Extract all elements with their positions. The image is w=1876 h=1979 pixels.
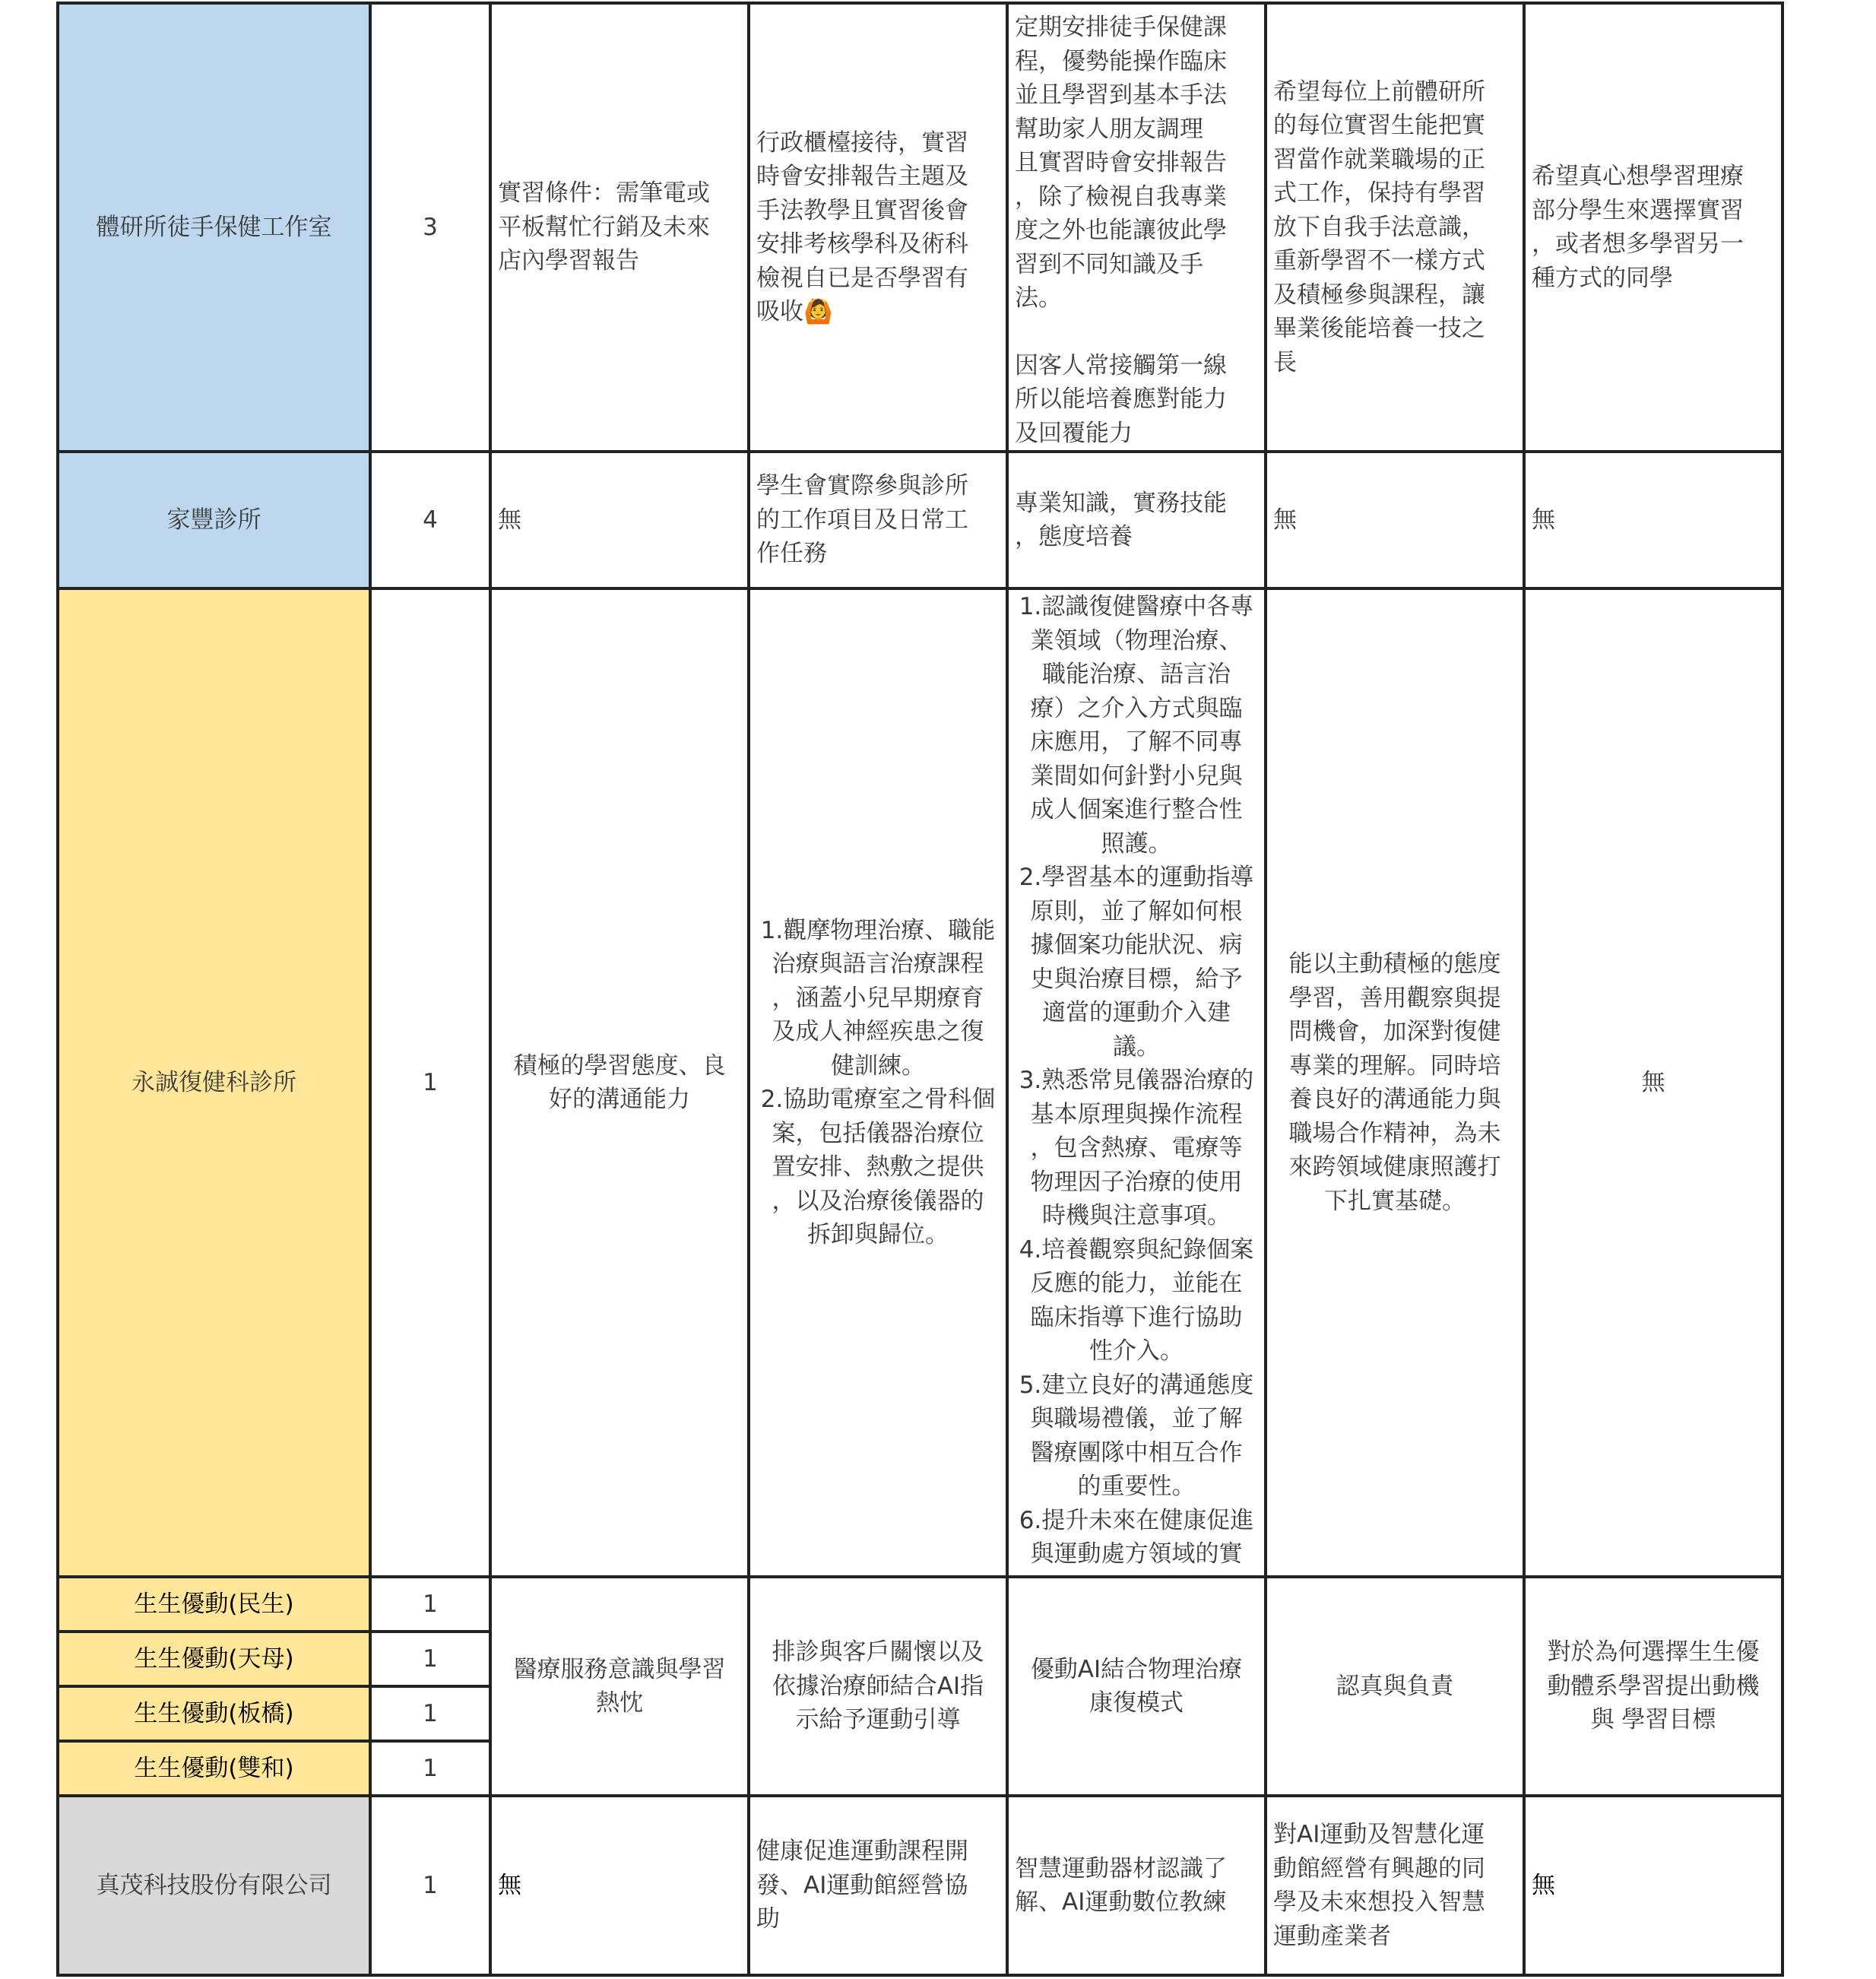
expectations-cell — [1266, 1577, 1524, 1796]
cell-line: 熱忱 — [596, 1689, 643, 1717]
cell-line: 時會安排報告主題及 — [756, 163, 968, 190]
cell-line: 無 — [1532, 506, 1555, 534]
cell-line: 治療與語言治療課程 — [772, 950, 984, 978]
cell-line: 6.提升未來在健康促進 — [1019, 1506, 1254, 1534]
intern-count: 1 — [370, 1796, 490, 1975]
content-cell — [749, 588, 1007, 1577]
cell-line: 法。 — [1015, 284, 1062, 312]
cell-line: 業間如何針對小兒與 — [1030, 762, 1243, 790]
cell-line: 好的溝通能力 — [549, 1086, 690, 1113]
cell-line: 手法教學且實習後會 — [756, 196, 968, 224]
cell-line: 動館經營有興趣的同 — [1273, 1854, 1485, 1882]
cell-line: 積極的學習態度、良 — [513, 1051, 726, 1080]
cell-line: 職能治療、語言治 — [1042, 661, 1231, 688]
cell-line: 來跨領域健康照護打 — [1288, 1153, 1501, 1181]
cell-line: 及回覆能力 — [1015, 419, 1133, 447]
table-row — [58, 1796, 1783, 1975]
notes-cell — [1524, 588, 1783, 1577]
cell-line: 4.培養觀察與紀錄個案 — [1019, 1235, 1254, 1264]
cell-line: 重新學習不一樣方式 — [1273, 247, 1485, 275]
expectations-cell — [1266, 3, 1524, 452]
cell-line: 且實習時會安排報告 — [1015, 149, 1227, 176]
cell-line: 無 — [498, 1871, 521, 1899]
cell-line: 拆卸與歸位。 — [807, 1221, 949, 1248]
cell-line: 及成人神經疾患之復 — [772, 1018, 984, 1045]
cell-line: 及積極參與課程，讓 — [1273, 281, 1485, 309]
intern-count: 1 — [370, 1577, 490, 1632]
intern-count: 1 — [370, 1741, 490, 1796]
cell-line: 無 — [1641, 1068, 1665, 1096]
requirements-cell — [490, 1796, 749, 1975]
content-cell — [749, 1577, 1007, 1796]
cell-line: 的工作項目及日常工 — [756, 506, 968, 534]
org-name: 生生優動(雙和) — [58, 1741, 370, 1796]
cell-line: 放下自我手法意識， — [1273, 213, 1485, 241]
intern-count: 4 — [370, 452, 490, 588]
cell-line: 養良好的溝通能力與 — [1288, 1086, 1501, 1113]
internship-table — [56, 2, 1784, 1977]
gains-cell — [1007, 588, 1266, 1577]
notes-cell — [1524, 3, 1783, 452]
cell-line: 能以主動積極的態度 — [1288, 950, 1501, 978]
cell-line: 幫助家人朋友調理 — [1015, 115, 1203, 143]
cell-line: 健康促進運動課程開 — [756, 1838, 968, 1866]
cell-line: 部分學生來選擇實習 — [1532, 196, 1744, 224]
cell-line: ，態度培養 — [1015, 523, 1133, 550]
cell-line: 作任務 — [756, 540, 827, 568]
cell-line: 發、AI運動館經營協 — [756, 1871, 968, 1899]
cell-line: 適當的運動介入建 — [1042, 999, 1231, 1026]
cell-line: 3.熟悉常見儀器治療的 — [1019, 1067, 1254, 1094]
cell-line: 健訓練。 — [831, 1051, 925, 1080]
table-row — [58, 3, 1783, 452]
cell-line: 的重要性。 — [1077, 1473, 1196, 1500]
cell-line: 長 — [1273, 348, 1297, 376]
cell-line: 種方式的同學 — [1532, 264, 1673, 292]
cell-line: 與運動處方領域的實 — [1030, 1540, 1243, 1568]
cell-line: 職場合作精神，為未 — [1288, 1119, 1501, 1147]
cell-line: 式工作，保持有學習 — [1273, 179, 1485, 208]
cell-line: 學生會實際參與診所 — [756, 472, 968, 500]
cell-line: 物理因子治療的使用 — [1030, 1168, 1243, 1196]
cell-line: 與職場禮儀，並了解 — [1030, 1405, 1243, 1432]
gains-cell — [1007, 1577, 1266, 1796]
cell-line — [1015, 316, 1258, 349]
cell-line: 無 — [1273, 506, 1297, 534]
cell-line: 2.學習基本的運動指導 — [1019, 864, 1254, 891]
intern-count: 1 — [370, 1686, 490, 1741]
content-cell — [749, 1796, 1007, 1975]
cell-line: 度之外也能讓彼此學 — [1015, 217, 1227, 244]
content-cell — [749, 452, 1007, 588]
cell-line: 置安排、熱敷之提供 — [772, 1153, 984, 1181]
cell-line: 無 — [498, 506, 521, 534]
cell-line: 據個案功能狀況、病 — [1030, 931, 1243, 959]
content-cell — [749, 3, 1007, 452]
cell-line: 店內學習報告 — [498, 247, 639, 275]
cell-line: 1.認識復健醫療中各專 — [1019, 593, 1254, 620]
cell-line: 對於為何選擇生生優 — [1547, 1638, 1760, 1667]
cell-line: ，涵蓋小兒早期療育 — [772, 984, 984, 1012]
org-name: 生生優動(民生) — [58, 1577, 370, 1632]
org-name: 家豐診所 — [58, 452, 370, 588]
notes-cell — [1524, 452, 1783, 588]
cell-line: 並且學習到基本手法 — [1015, 81, 1227, 109]
cell-line: 議。 — [1113, 1032, 1160, 1061]
cell-line: 畢業後能培養一技之 — [1273, 315, 1485, 343]
cell-line: 問機會，加深對復健 — [1288, 1018, 1501, 1045]
gains-cell — [1007, 1796, 1266, 1975]
notes-cell — [1524, 1796, 1783, 1975]
cell-line: 習當作就業職場的正 — [1273, 145, 1485, 173]
cell-line: 案，包括儀器治療位 — [772, 1119, 984, 1147]
cell-line: 助 — [756, 1905, 780, 1933]
cell-line: 原則，並了解如何根 — [1030, 897, 1243, 925]
intern-count: 3 — [370, 3, 490, 452]
org-name: 永誠復健科診所 — [58, 588, 370, 1577]
cell-line: ，包含熱療、電療等 — [1030, 1134, 1243, 1162]
cell-line: 希望真心想學習理療 — [1532, 163, 1744, 190]
cell-line: 與 學習目標 — [1590, 1706, 1716, 1734]
cell-line: 平板幫忙行銷及未來 — [498, 213, 710, 241]
cell-line: 醫療服務意識與學習 — [513, 1655, 726, 1683]
cell-line: 史與治療目標，給予 — [1030, 965, 1243, 993]
table-row — [58, 452, 1783, 588]
cell-line: 專業知識，實務技能 — [1015, 489, 1227, 517]
cell-line: 下扎實基礎。 — [1324, 1187, 1466, 1215]
cell-line: 智慧運動器材認識了 — [1015, 1854, 1227, 1882]
cell-line: 療）之介入方式與臨 — [1030, 694, 1243, 722]
cell-line: 專業的理解。同時培 — [1288, 1051, 1501, 1080]
cell-line: 優動AI結合物理治療 — [1030, 1655, 1243, 1683]
cell-line: 檢視自已是否學習有 — [756, 264, 968, 292]
cell-line: 吸收🙆 — [756, 298, 833, 325]
cell-line: 醫療團隊中相互合作 — [1030, 1438, 1243, 1467]
cell-line: 程，優勢能操作臨床 — [1015, 47, 1227, 75]
org-name: 生生優動(板橋) — [58, 1686, 370, 1741]
expectations-cell — [1266, 452, 1524, 588]
requirements-cell — [490, 588, 749, 1577]
cell-line: 實習條件：需筆電或 — [498, 179, 710, 208]
gains-cell — [1007, 3, 1266, 452]
cell-line: 因客人常接觸第一線 — [1015, 351, 1227, 379]
cell-line: 安排考核學科及術科 — [756, 230, 968, 258]
cell-line: 基本原理與操作流程 — [1030, 1100, 1243, 1128]
cell-line: 床應用，了解不同專 — [1030, 728, 1243, 756]
cell-line: 性介入。 — [1089, 1337, 1184, 1365]
cell-line: 解、AI運動數位教練 — [1015, 1889, 1227, 1916]
requirements-cell — [490, 452, 749, 588]
cell-line: 希望每位上前體研所 — [1273, 78, 1485, 106]
cell-line: 照護。 — [1101, 829, 1172, 858]
cell-line: 5.建立良好的溝通態度 — [1019, 1371, 1254, 1399]
cell-line: 學及未來想投入智慧 — [1273, 1889, 1485, 1916]
cell-line: ，以及治療後儀器的 — [772, 1187, 984, 1215]
cell-line: 依據治療師結合AI指 — [772, 1672, 984, 1700]
org-name: 真茂科技股份有限公司 — [58, 1796, 370, 1975]
cell-line: ，除了檢視自我專業 — [1015, 182, 1227, 211]
cell-line: 定期安排徒手保健課 — [1015, 14, 1227, 41]
cell-line: 認真與負責 — [1336, 1672, 1454, 1700]
cell-line: 1.觀摩物理治療、職能 — [760, 916, 996, 944]
cell-line: ，或者想多學習另一 — [1532, 230, 1744, 258]
requirements-cell — [490, 1577, 749, 1796]
intern-count: 1 — [370, 588, 490, 1577]
expectations-cell — [1266, 1796, 1524, 1975]
notes-cell — [1524, 1577, 1783, 1796]
org-name: 體研所徒手保健工作室 — [58, 3, 370, 452]
cell-line: 時機與注意事項。 — [1042, 1202, 1231, 1229]
cell-line: 運動產業者 — [1273, 1922, 1391, 1950]
cell-line: 示給予運動引導 — [795, 1706, 961, 1734]
cell-line: 成人個案進行整合性 — [1030, 796, 1243, 823]
cell-line: 臨床指導下進行協助 — [1030, 1303, 1243, 1331]
cell-line: 排診與客戶關懷以及 — [772, 1638, 984, 1667]
cell-line: 無 — [1532, 1871, 1555, 1899]
cell-line: 動體系學習提出動機 — [1547, 1672, 1760, 1700]
expectations-cell — [1266, 588, 1524, 1577]
cell-line: 康復模式 — [1089, 1689, 1184, 1717]
table-row — [58, 1577, 1783, 1632]
intern-count: 1 — [370, 1632, 490, 1686]
requirements-cell — [490, 3, 749, 452]
cell-line: 反應的能力，並能在 — [1030, 1270, 1243, 1297]
cell-line: 的每位實習生能把實 — [1273, 112, 1485, 140]
cell-line: 所以能培養應對能力 — [1015, 385, 1227, 413]
cell-line: 業領域（物理治療、 — [1030, 626, 1243, 655]
cell-line: 2.協助電療室之骨科個 — [760, 1086, 996, 1113]
cell-line: 學習，善用觀察與提 — [1288, 984, 1501, 1012]
cell-line: 習到不同知識及手 — [1015, 250, 1203, 278]
cell-line: 行政櫃檯接待，實習 — [756, 128, 968, 157]
cell-line: 對AI運動及智慧化運 — [1273, 1821, 1485, 1848]
org-name: 生生優動(天母) — [58, 1632, 370, 1686]
table-row — [58, 588, 1783, 1577]
gains-cell — [1007, 452, 1266, 588]
